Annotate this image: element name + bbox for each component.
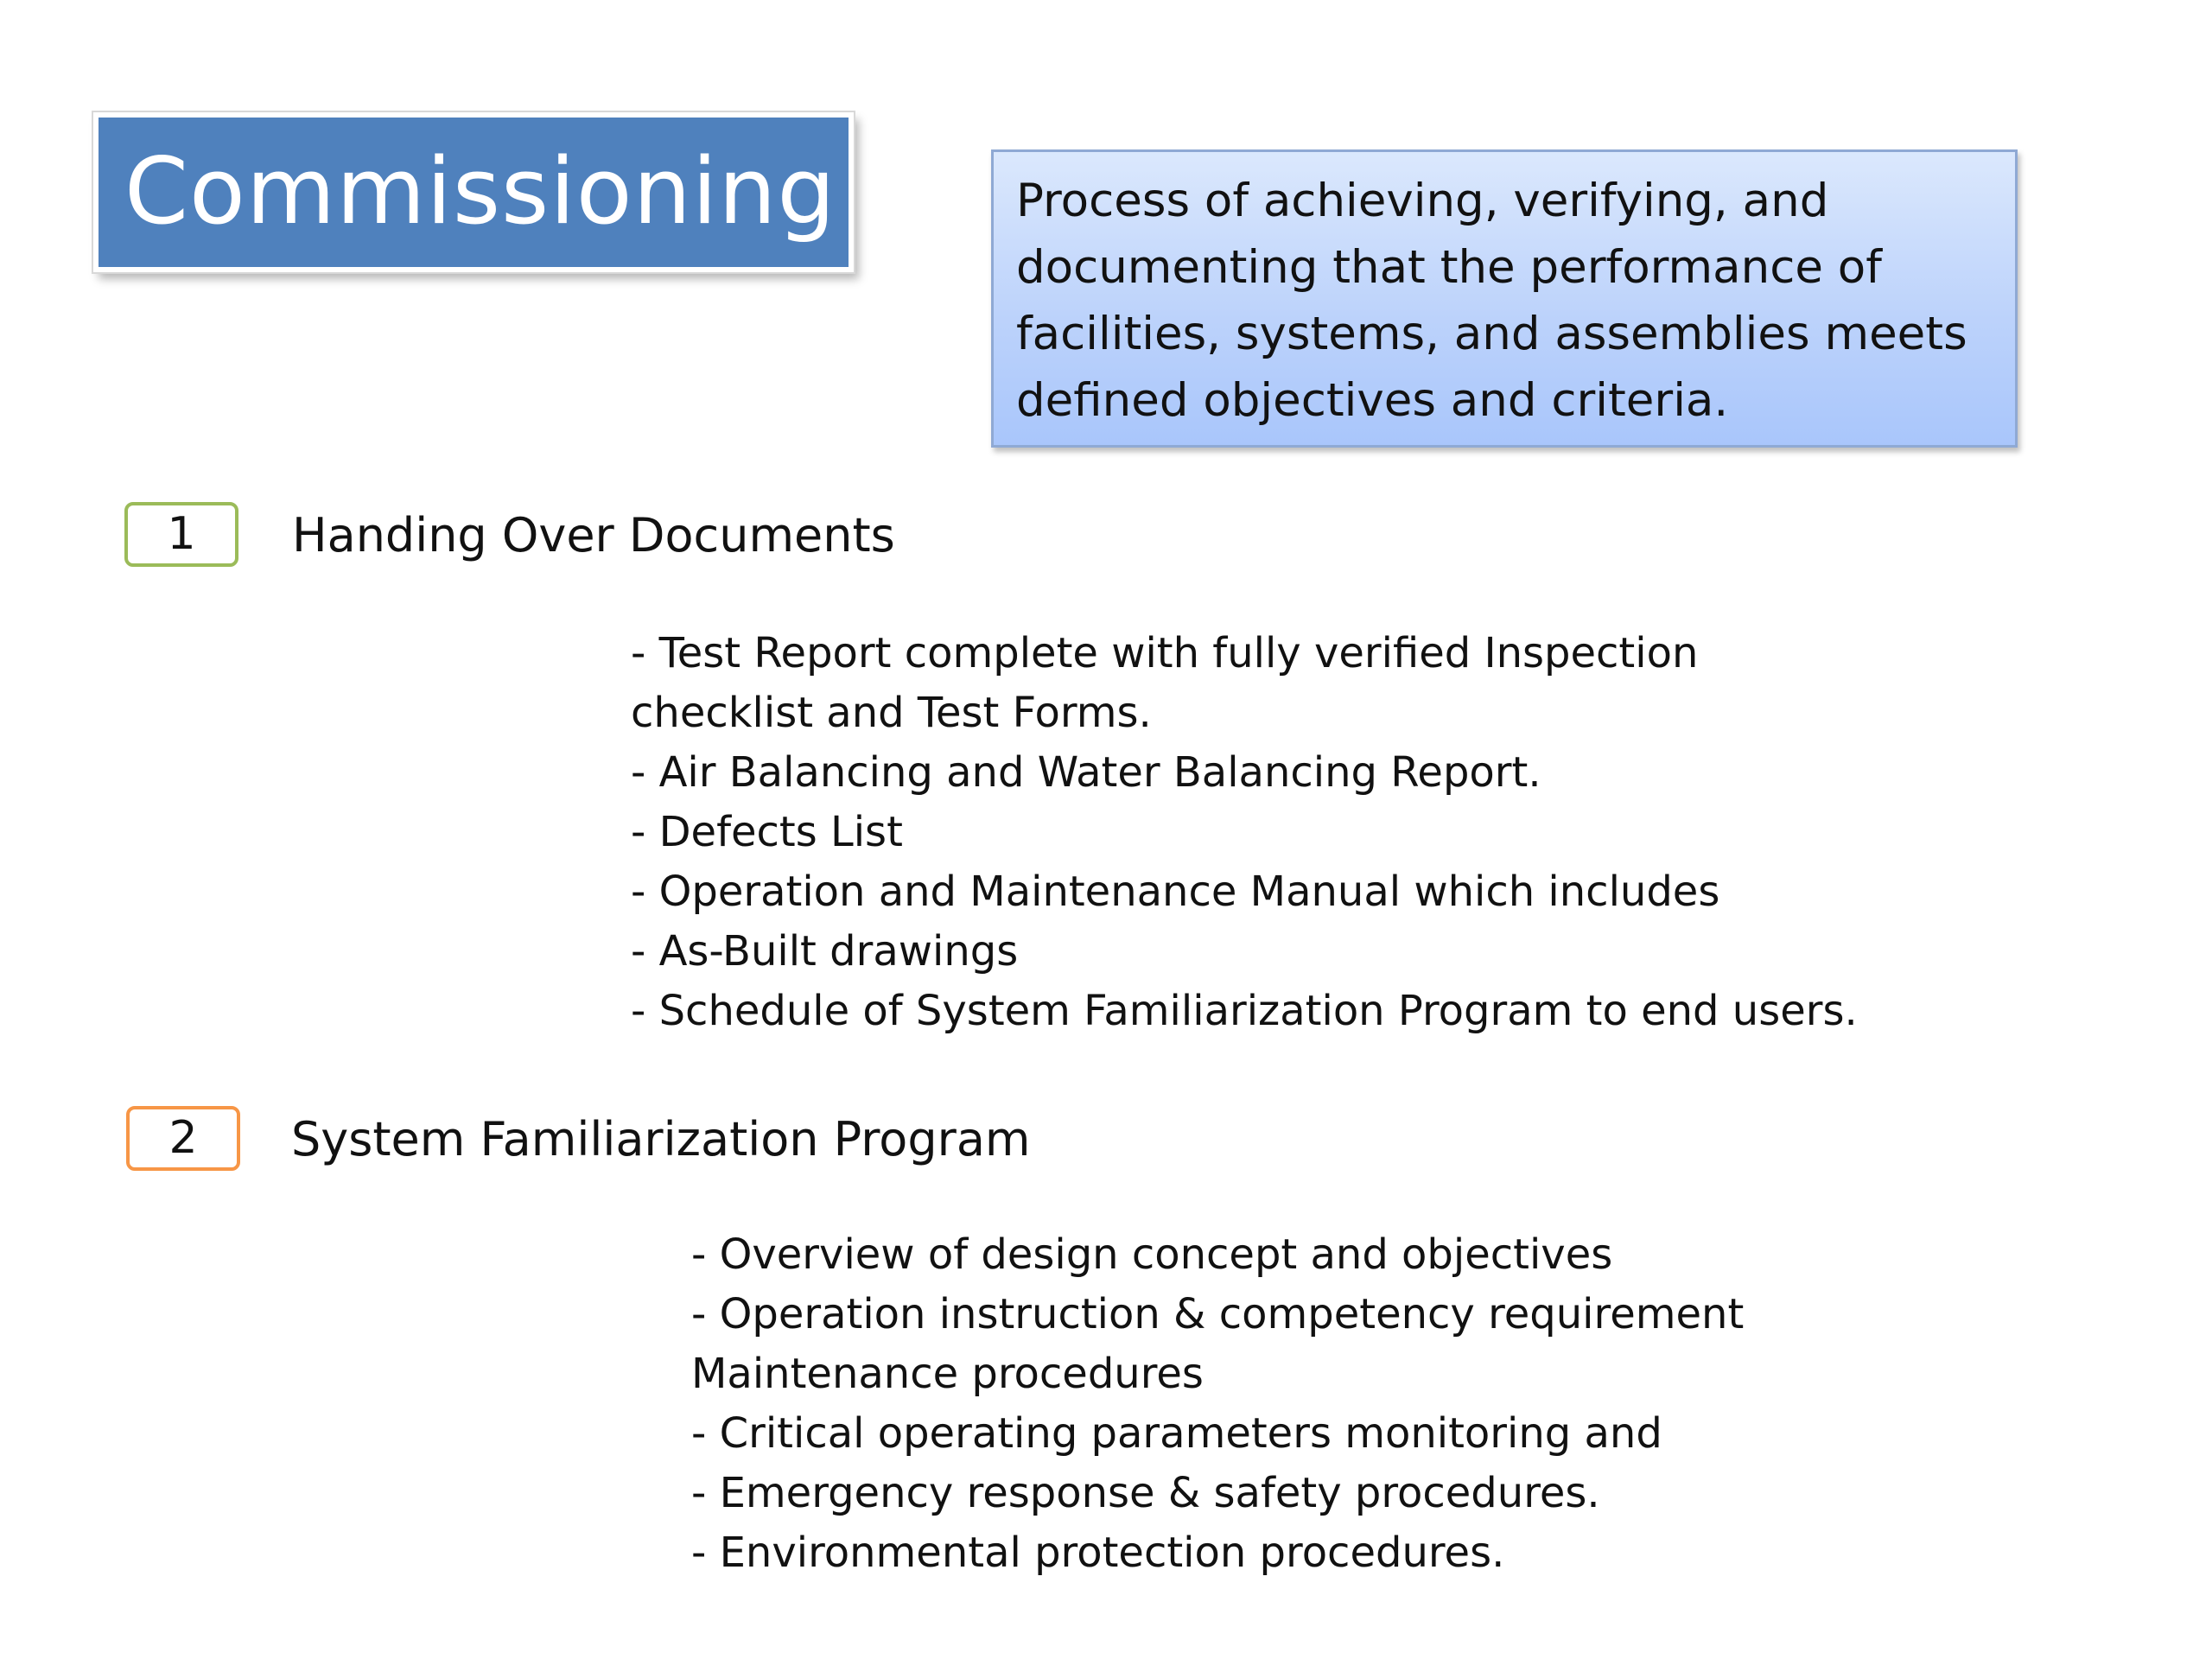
list-item: - Operation and Maintenance Manual which includes: [631, 868, 1720, 916]
section-1-list: [631, 624, 1858, 1041]
list-item: - Defects List: [631, 808, 903, 856]
section-number-2: 2: [168, 1112, 198, 1164]
list-item: - As-Built drawings: [631, 927, 1019, 976]
list-item: - Overview of design concept and objectives: [691, 1230, 1613, 1279]
list-item: - Schedule of System Familiarization Program to end users.: [631, 987, 1858, 1035]
section-number-1: 1: [167, 508, 196, 560]
section-number-badge-2: [126, 1106, 240, 1171]
definition-text: Process of achieving, verifying, and documenting that the performance of facilities, systems, and assemblies meets defined objectives and criteria.: [1016, 175, 1967, 427]
list-item: checklist and Test Forms.: [631, 689, 1152, 737]
list-item: - Air Balancing and Water Balancing Report.: [631, 748, 1541, 797]
section-heading-handing-over-documents: Handing Over Documents: [292, 508, 895, 563]
list-item: Maintenance procedures: [691, 1350, 1204, 1398]
section-heading-system-familiarization-program: System Familiarization Program: [291, 1112, 1031, 1166]
list-item: - Environmental protection procedures.: [691, 1529, 1505, 1577]
list-item: - Operation instruction & competency requirement: [691, 1290, 1745, 1338]
definition-box: [991, 149, 2018, 448]
title-box: [93, 112, 854, 272]
list-item: - Critical operating parameters monitoring and: [691, 1409, 1662, 1458]
section-2-list: [691, 1225, 1744, 1583]
slide-title: Commissioning: [124, 138, 836, 245]
list-item: - Test Report complete with fully verified Inspection: [631, 629, 1699, 677]
section-number-badge-1: [124, 502, 238, 567]
list-item: - Emergency response & safety procedures.: [691, 1469, 1600, 1517]
